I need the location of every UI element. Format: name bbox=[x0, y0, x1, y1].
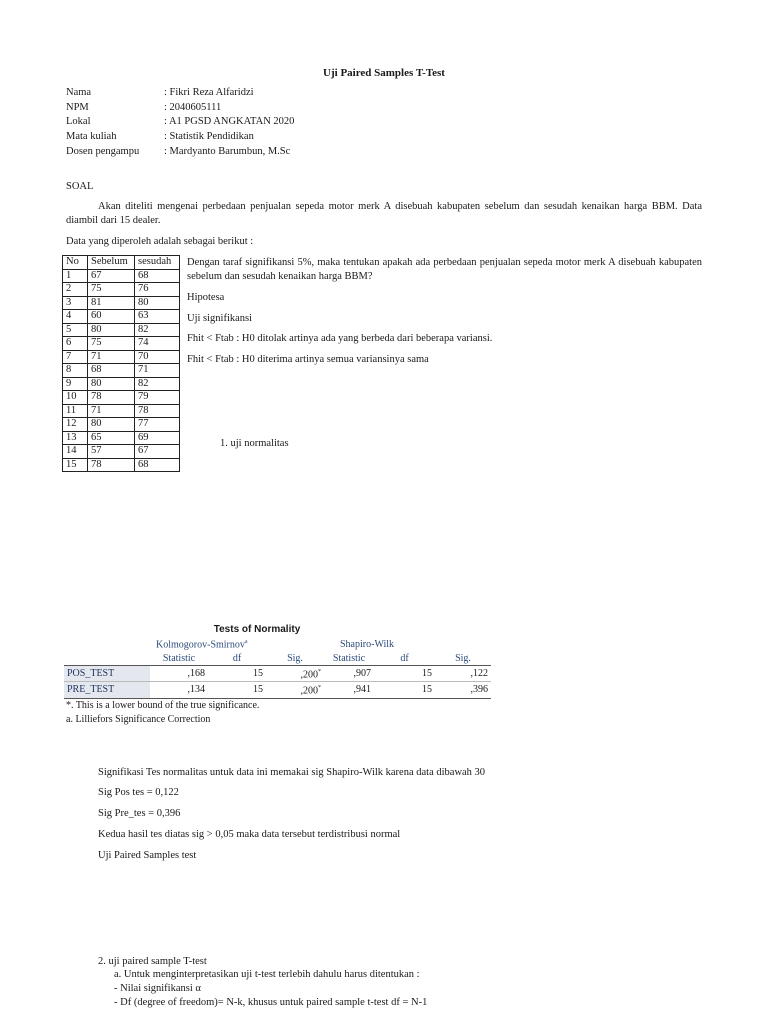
table-cell: 67 bbox=[135, 445, 180, 459]
table-row bbox=[63, 364, 180, 378]
normality-footnote-1: *. This is a lower bound of the true significance. bbox=[66, 700, 260, 711]
table-header-cell: No bbox=[63, 256, 88, 270]
table-row bbox=[63, 269, 180, 283]
data-intro: Data yang diperoleh adalah sebagai berikut : bbox=[66, 236, 254, 247]
table-row bbox=[64, 682, 491, 698]
info-matakuliah-value: : Statistik Pendidikan bbox=[164, 131, 254, 142]
table-cell: 6 bbox=[63, 337, 88, 351]
sw-sig: ,396 bbox=[435, 682, 491, 698]
table-cell: 68 bbox=[135, 458, 180, 472]
normality-footnote-2: a. Lilliefors Significance Correction bbox=[66, 714, 211, 725]
conclusion-line: Kedua hasil tes diatas sig > 0,05 maka data tersebut terdistribusi normal bbox=[98, 829, 401, 840]
table-row bbox=[64, 666, 491, 682]
table-cell: 82 bbox=[135, 323, 180, 337]
table-row bbox=[63, 445, 180, 459]
table-row bbox=[63, 310, 180, 324]
table-cell: 57 bbox=[88, 445, 135, 459]
table-cell: 77 bbox=[135, 418, 180, 432]
info-nama-value: : Fikri Reza Alfaridzi bbox=[164, 87, 254, 98]
table-cell: 82 bbox=[135, 377, 180, 391]
table-cell: 80 bbox=[88, 377, 135, 391]
sw-statistic: ,907 bbox=[324, 666, 374, 682]
table-row bbox=[63, 418, 180, 432]
table-header-row bbox=[63, 256, 180, 270]
ks-df: 15 bbox=[208, 682, 266, 698]
table-row bbox=[63, 350, 180, 364]
col-header: Sig. bbox=[266, 652, 324, 666]
table-cell: 70 bbox=[135, 350, 180, 364]
table-cell: 1 bbox=[63, 269, 88, 283]
table-cell: 71 bbox=[135, 364, 180, 378]
table-cell: 71 bbox=[88, 350, 135, 364]
table-cell: 76 bbox=[135, 283, 180, 297]
table-cell: 12 bbox=[63, 418, 88, 432]
table-row bbox=[63, 458, 180, 472]
uji-signifikansi-label: Uji signifikansi bbox=[187, 313, 253, 324]
table-cell: 8 bbox=[63, 364, 88, 378]
table-cell: 74 bbox=[135, 337, 180, 351]
table-row bbox=[63, 296, 180, 310]
conclusion-line: Uji Paired Samples test bbox=[98, 850, 197, 861]
col-header: Statistic bbox=[150, 652, 208, 666]
sw-sig: ,122 bbox=[435, 666, 491, 682]
row-label: PRE_TEST bbox=[64, 682, 150, 698]
info-dosen-value: : Mardyanto Barumbun, M.Sc bbox=[164, 146, 291, 157]
table-cell: 81 bbox=[88, 296, 135, 310]
hipotesa-label: Hipotesa bbox=[187, 292, 225, 303]
ks-statistic: ,168 bbox=[150, 666, 208, 682]
table-cell: 3 bbox=[63, 296, 88, 310]
table-row bbox=[63, 431, 180, 445]
soal-text: Akan diteliti mengenai perbedaan penjualan sepeda motor merk A disebuah kabupaten sebelum dan sesudah kenaikan harga BBM. Data diambil dari 15 dealer. bbox=[66, 201, 702, 227]
normality-header-row bbox=[64, 652, 491, 666]
ks-statistic: ,134 bbox=[150, 682, 208, 698]
col-header: df bbox=[374, 652, 435, 666]
table-cell: 4 bbox=[63, 310, 88, 324]
table-cell: 69 bbox=[135, 431, 180, 445]
col-header: Statistic bbox=[324, 652, 374, 666]
table-row bbox=[63, 283, 180, 297]
conclusion-line: Sig Pre_tes = 0,396 bbox=[98, 808, 181, 819]
step-2-item: - Df (degree of freedom)= N-k, khusus untuk paired sample t-test df = N-1 bbox=[114, 997, 428, 1008]
info-npm-value: : 2040605111 bbox=[164, 102, 222, 113]
decision-rule-1: Fhit < Ftab : H0 ditolak artinya ada yang berbeda dari beberapa variansi. bbox=[187, 333, 493, 344]
ks-sig: ,200 bbox=[300, 669, 318, 681]
sig-marker: * bbox=[318, 669, 321, 675]
corner-cell bbox=[64, 652, 150, 666]
conclusion-line: Sig Pos tes = 0,122 bbox=[98, 787, 179, 798]
table-cell: 68 bbox=[135, 269, 180, 283]
table-cell: 63 bbox=[135, 310, 180, 324]
table-cell: 14 bbox=[63, 445, 88, 459]
table-cell: 80 bbox=[88, 418, 135, 432]
table-cell: 60 bbox=[88, 310, 135, 324]
sw-df: 15 bbox=[374, 666, 435, 682]
normality-title: Tests of Normality bbox=[213, 624, 301, 635]
ks-group-header bbox=[156, 638, 248, 652]
table-cell: 80 bbox=[135, 296, 180, 310]
table-cell: 68 bbox=[88, 364, 135, 378]
ks-df: 15 bbox=[208, 666, 266, 682]
table-cell: 80 bbox=[88, 323, 135, 337]
conclusion-line: Signifikasi Tes normalitas untuk data ini memakai sig Shapiro-Wilk karena data dibawah 30 bbox=[98, 767, 486, 778]
table-cell: 75 bbox=[88, 283, 135, 297]
info-nama-label: Nama bbox=[66, 87, 92, 98]
table-cell: 78 bbox=[88, 458, 135, 472]
ks-group-label: Kolmogorov-Smirnov bbox=[156, 639, 245, 651]
info-matakuliah-label: Mata kuliah bbox=[66, 131, 117, 142]
table-cell: 9 bbox=[63, 377, 88, 391]
table-cell: 11 bbox=[63, 404, 88, 418]
table-cell: 13 bbox=[63, 431, 88, 445]
step-1-heading: 1. uji normalitas bbox=[220, 438, 289, 449]
col-header: Sig. bbox=[435, 652, 491, 666]
col-header: df bbox=[208, 652, 266, 666]
table-cell: 10 bbox=[63, 391, 88, 405]
table-header-cell: Sebelum bbox=[88, 256, 135, 270]
step-2-item: a. Untuk menginterpretasikan uji t-test terlebih dahulu harus ditentukan : bbox=[114, 969, 420, 980]
table-row bbox=[63, 323, 180, 337]
table-row bbox=[63, 404, 180, 418]
table-cell: 67 bbox=[88, 269, 135, 283]
table-cell: 15 bbox=[63, 458, 88, 472]
table-cell: 75 bbox=[88, 337, 135, 351]
table-row bbox=[63, 337, 180, 351]
table-row bbox=[63, 391, 180, 405]
ks-sig: ,200 bbox=[300, 685, 318, 697]
ks-footnote-marker: a bbox=[244, 639, 248, 645]
document-title: Uji Paired Samples T-Test bbox=[323, 67, 445, 79]
decision-rule-2: Fhit < Ftab : H0 diterima artinya semua variansinya sama bbox=[187, 354, 429, 365]
ks-sig-cell bbox=[266, 682, 324, 698]
info-lokal-label: Lokal bbox=[66, 116, 91, 127]
row-label: POS_TEST bbox=[64, 666, 150, 682]
sw-df: 15 bbox=[374, 682, 435, 698]
table-cell: 78 bbox=[135, 404, 180, 418]
table-cell: 2 bbox=[63, 283, 88, 297]
soal-heading: SOAL bbox=[66, 181, 94, 192]
question-text: Dengan taraf signifikansi 5%, maka tentukan apakah ada perbedaan penjualan sepeda motor merk A disebuah kabupaten sebelum dan sesudah kenaikan harga BBM? bbox=[187, 257, 702, 283]
ks-sig-cell bbox=[266, 666, 324, 682]
info-npm-label: NPM bbox=[66, 102, 89, 113]
table-cell: 78 bbox=[88, 391, 135, 405]
step-2-heading: 2. uji paired sample T-test bbox=[98, 956, 207, 967]
table-cell: 71 bbox=[88, 404, 135, 418]
table-row bbox=[63, 377, 180, 391]
sw-group-header: Shapiro-Wilk bbox=[340, 639, 395, 650]
info-dosen-label: Dosen pengampu bbox=[66, 146, 140, 157]
normality-table bbox=[64, 652, 491, 699]
info-lokal-value: : A1 PGSD ANGKATAN 2020 bbox=[164, 116, 295, 127]
table-cell: 5 bbox=[63, 323, 88, 337]
table-cell: 79 bbox=[135, 391, 180, 405]
table-header-cell: sesudah bbox=[135, 256, 180, 270]
sw-statistic: ,941 bbox=[324, 682, 374, 698]
sig-marker: * bbox=[318, 685, 321, 692]
step-2-item: - Nilai signifikansi α bbox=[114, 983, 201, 994]
sales-data-table bbox=[62, 255, 180, 472]
table-cell: 65 bbox=[88, 431, 135, 445]
table-cell: 7 bbox=[63, 350, 88, 364]
